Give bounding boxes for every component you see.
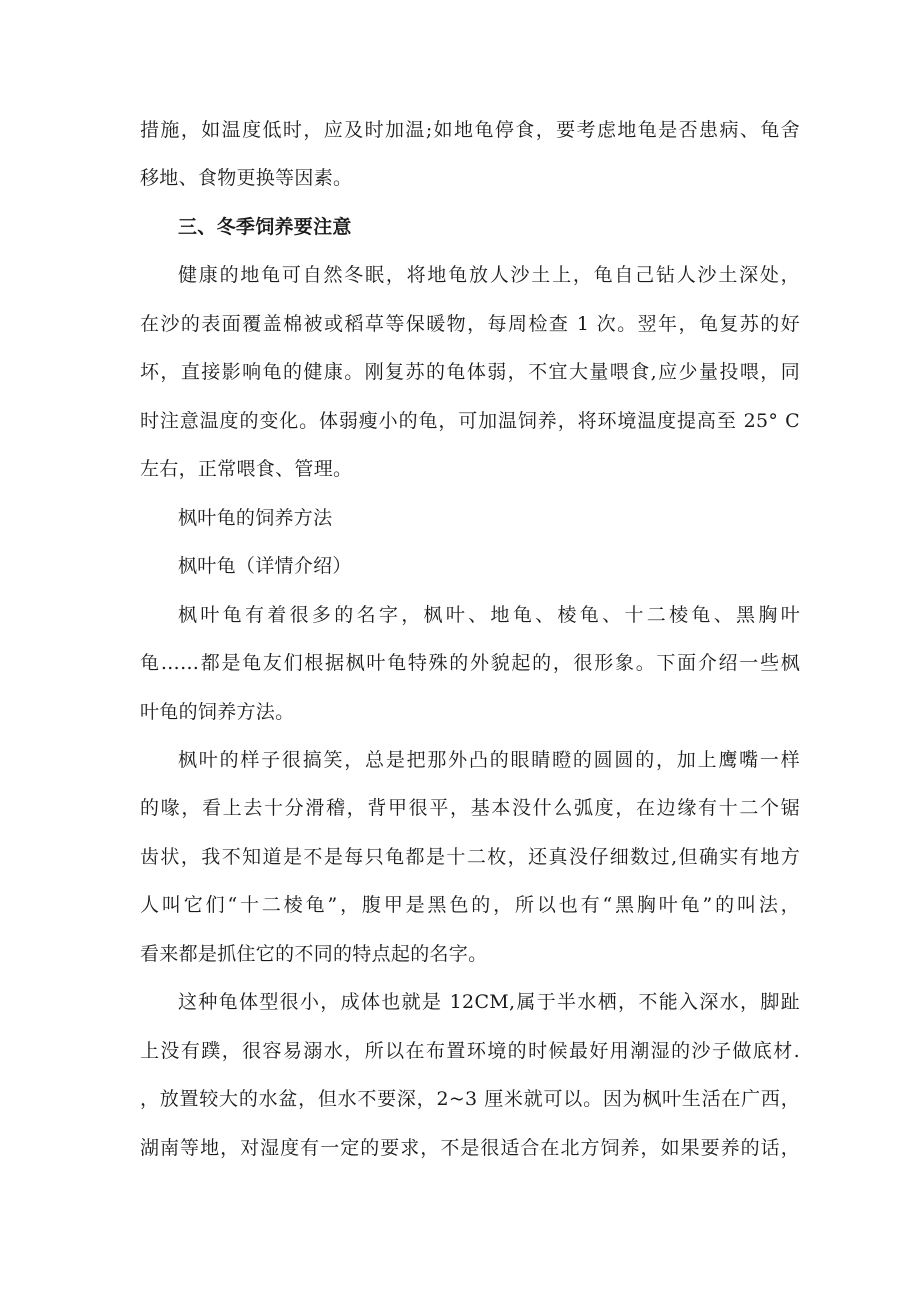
paragraph-line: 看来都是抓住它的不同的特点起的名字。 [140,943,488,965]
paragraph-line: 枫叶龟有着很多的名字，枫叶、地龟、棱龟、十二棱龟、黑胸叶 [178,604,800,626]
paragraph-line: 措施，如温度低时，应及时加温;如地龟停食，要考虑地龟是否患病、龟舍 [140,119,800,141]
paragraph-line: 健康的地龟可自然冬眠，将地龟放人沙土上，龟自己钻人沙土深处， [178,264,800,286]
paragraph-line: 的喙，看上去十分滑稽，背甲很平，基本没什么弧度，在边缘有十二个锯 [140,797,800,819]
paragraph-line: 齿状，我不知道是不是每只龟都是十二枚，还真没仔细数过,但确实有地方 [140,846,800,868]
paragraph-line: 叶龟的饲养方法。 [140,701,295,723]
paragraph-line: 移地、食物更换等因素。 [140,167,353,189]
paragraph-line: 枫叶的样子很搞笑，总是把那外凸的眼睛瞪的圆圆的，加上鹰嘴一样 [178,749,800,771]
paragraph-line: 坏，直接影响龟的健康。刚复苏的龟体弱，不宜大量喂食,应少量投喂，同 [140,361,800,383]
section-heading: 三、冬季饲养要注意 [178,216,352,238]
paragraph-line: 人叫它们“十二棱龟”，腹甲是黑色的，所以也有“黑胸叶龟”的叫法， [140,894,800,916]
article-subtitle: 枫叶龟（详情介绍） [178,555,352,577]
paragraph-line: ，放置较大的水盆，但水不要深，2~3 厘米就可以。因为枫叶生活在广西， [140,1088,800,1110]
paragraph-line: 这种龟体型很小，成体也就是 12CM,属于半水栖，不能入深水，脚趾 [178,991,800,1013]
paragraph-line: 上没有蹼，很容易溺水，所以在布置环境的时候最好用潮湿的沙子做底材. [140,1040,800,1062]
paragraph-line: 左右，正常喂食、管理。 [140,458,353,480]
paragraph-line: 在沙的表面覆盖棉被或稻草等保暖物，每周检查 1 次。翌年，龟复苏的好 [140,313,800,335]
paragraph-line: 湖南等地，对湿度有一定的要求，不是很适合在北方饲养，如果要养的话， [140,1137,800,1159]
paragraph-line: 龟……都是龟友们根据枫叶龟特殊的外貌起的，很形象。下面介绍一些枫 [140,652,800,674]
paragraph-line: 时注意温度的变化。体弱瘦小的龟，可加温饲养，将环境温度提高至 25° C [140,410,800,432]
article-title: 枫叶龟的饲养方法 [178,507,333,529]
